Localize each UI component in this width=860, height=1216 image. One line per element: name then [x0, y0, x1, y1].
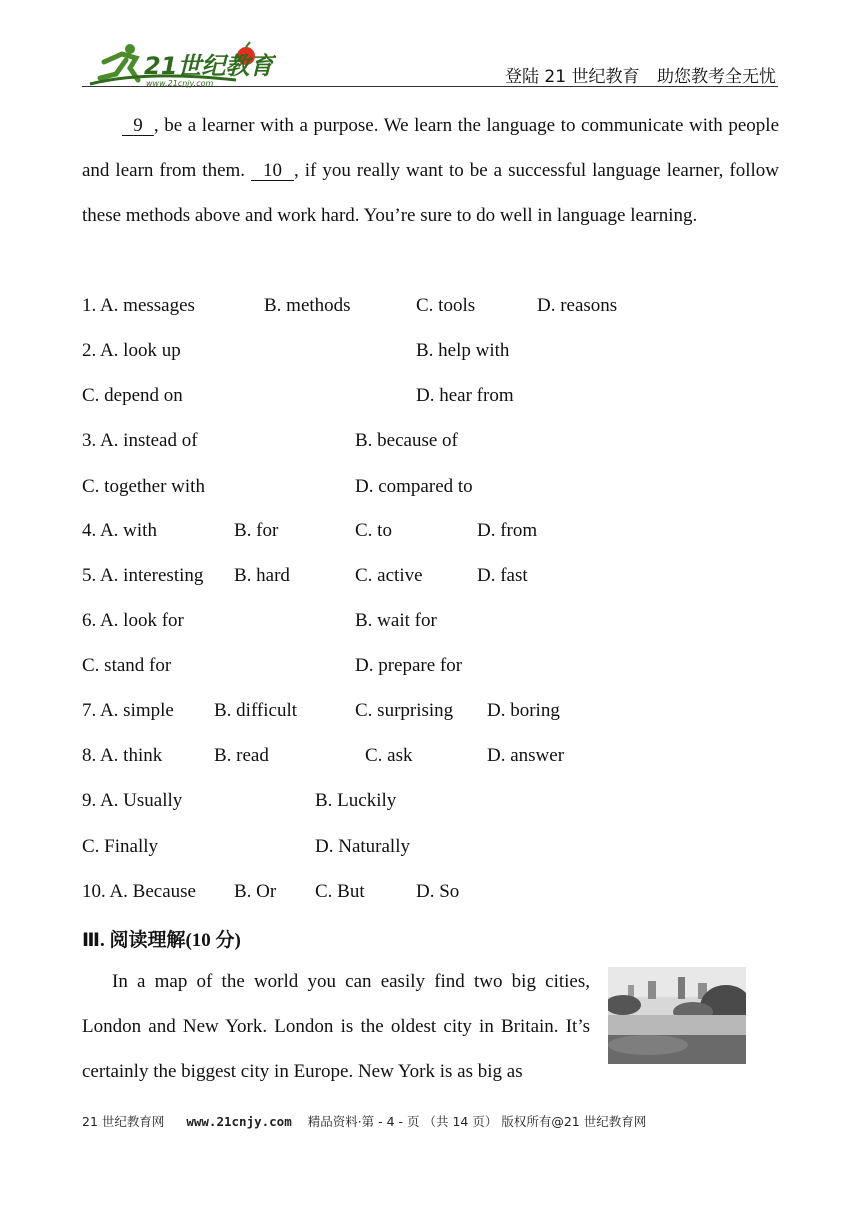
site-logo	[86, 40, 276, 88]
passage-paragraph	[82, 103, 779, 238]
footer-site: 21 世纪教育网	[82, 1114, 165, 1129]
option-9b: B. Luckily	[315, 790, 397, 811]
option-10b: B. Or	[234, 881, 277, 902]
option-3d: D. compared to	[355, 476, 473, 497]
option-1b: B. methods	[264, 295, 351, 316]
option-10a: 10. A. Because	[82, 881, 196, 902]
logo-url: www.21cnjy.com	[146, 79, 214, 88]
blank-9: 9	[133, 115, 143, 136]
option-9d: D. Naturally	[315, 836, 410, 857]
option-5a: 5. A. interesting	[82, 565, 204, 586]
option-9a: 9. A. Usually	[82, 790, 183, 811]
option-1c: C. tools	[416, 295, 476, 316]
option-4a: 4. A. with	[82, 520, 157, 541]
header-divider	[82, 86, 778, 87]
option-4d: D. from	[477, 520, 538, 541]
footer-url[interactable]: www.21cnjy.com	[186, 1114, 292, 1129]
option-9c: C. Finally	[82, 836, 159, 857]
option-7d: D. boring	[487, 700, 560, 721]
option-4b: B. for	[234, 520, 279, 541]
site-name: 登陆 21 世纪教育	[505, 67, 640, 87]
option-5d: D. fast	[477, 565, 528, 586]
passage-text-2: , if you really want to be a successful language learner, follow these methods above and work hard. You’re sure to do well in language learning.	[82, 160, 780, 226]
option-8c: C. ask	[365, 745, 413, 766]
option-2b: B. help with	[416, 340, 510, 361]
passage-text-1: , be a learner with a purpose. We learn the language to communicate with people and learn from them.	[82, 115, 780, 181]
section-title: Ⅲ. 阅读理解(10 分)	[82, 930, 241, 951]
city-park-photo	[608, 967, 746, 1064]
option-1d: D. reasons	[537, 295, 618, 316]
option-10c: C. But	[315, 881, 365, 902]
option-7a: 7. A. simple	[82, 700, 174, 721]
option-3a: 3. A. instead of	[82, 430, 198, 451]
option-5c: C. active	[355, 565, 423, 586]
option-1a: 1. A. messages	[82, 295, 195, 316]
option-8a: 8. A. think	[82, 745, 163, 766]
option-2c: C. depend on	[82, 385, 183, 406]
footer-page-info: 精品资料·第 - 4 - 页 （共 14 页） 版权所有@21 世纪教育网	[307, 1114, 647, 1129]
option-8b: B. read	[214, 745, 269, 766]
option-6d: D. prepare for	[355, 655, 463, 676]
logo-text: 21世纪教育	[144, 52, 274, 80]
option-10d: D. So	[416, 881, 460, 902]
reading-paragraph: In a map of the world you can easily find two big cities, London and New York. London is the oldest city in Britain. It’s certainly the biggest city in Europe. New York is as big as	[82, 971, 590, 1082]
page-footer	[82, 1112, 646, 1130]
option-6b: B. wait for	[355, 610, 437, 631]
option-3c: C. together with	[82, 476, 205, 497]
option-6c: C. stand for	[82, 655, 172, 676]
blank-10: 10	[263, 160, 283, 181]
option-7c: C. surprising	[355, 700, 454, 721]
option-4c: C. to	[355, 520, 392, 541]
option-8d: D. answer	[487, 745, 565, 766]
slogan: 助您教考全无忧	[657, 67, 776, 87]
option-2a: 2. A. look up	[82, 340, 181, 361]
option-3b: B. because of	[355, 430, 458, 451]
option-2d: D. hear from	[416, 385, 514, 406]
option-7b: B. difficult	[214, 700, 298, 721]
option-5b: B. hard	[234, 565, 290, 586]
option-6a: 6. A. look for	[82, 610, 184, 631]
